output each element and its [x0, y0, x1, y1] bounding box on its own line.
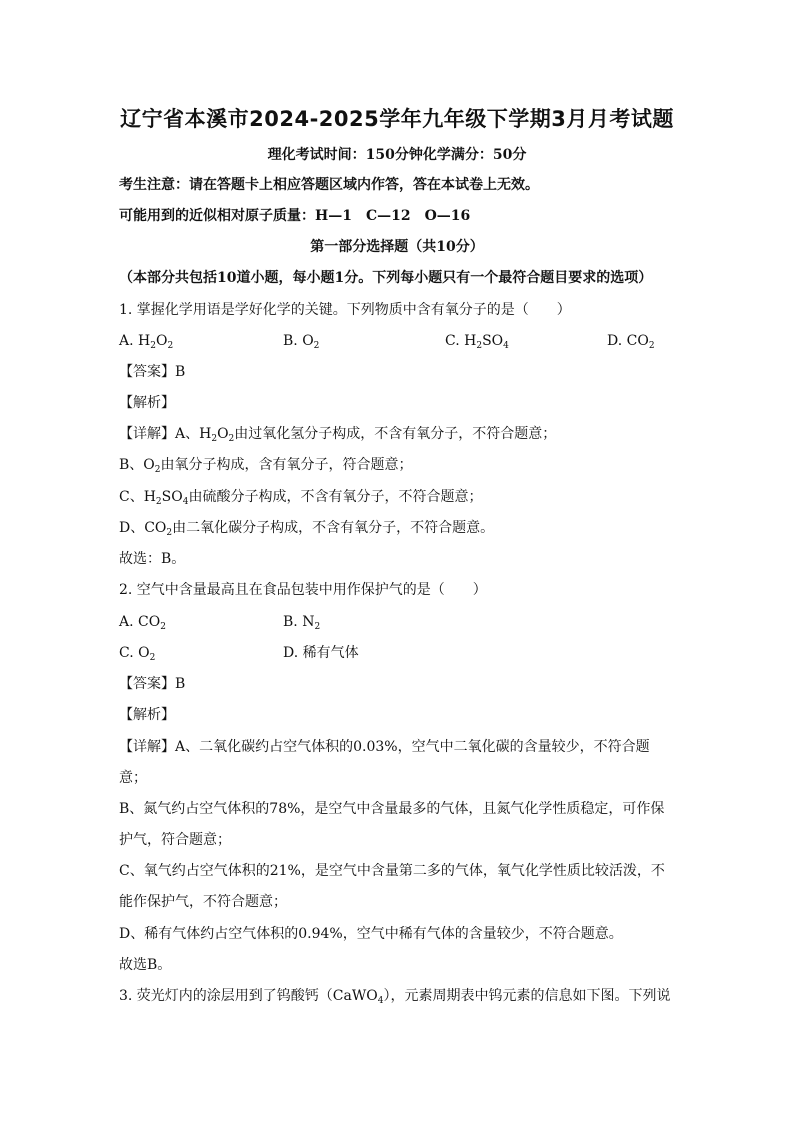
subscript: 2 [160, 622, 166, 632]
subscript: 2 [150, 341, 156, 351]
q1-detail-b [119, 455, 413, 475]
q2-option-a [119, 612, 166, 632]
formula-text: D. CO [607, 333, 649, 349]
detail-text: 由过氧化氢分子构成，不含有氧分子，不符合题意； [234, 426, 557, 442]
formula-text: A. CO [119, 614, 161, 630]
detail-text: O [217, 426, 229, 442]
subscript: 2 [228, 434, 235, 444]
q2-option-c [119, 643, 155, 663]
q2-answer: 【答案】B [119, 676, 186, 692]
detail-text: SO [161, 489, 183, 505]
q2-analysis-label: 【解析】 [119, 707, 175, 723]
stem-text: ），元素周期表中钨元素的信息如下图。下列说 [383, 988, 671, 1004]
formula-text: SO [482, 333, 504, 349]
formula-text: C. H [445, 333, 477, 349]
q1-option-d [607, 331, 655, 351]
stem-text: 3. 荧光灯内的涂层用到了钨酸钙（CaWO [119, 988, 378, 1004]
formula-text: B. O [283, 333, 314, 349]
formula-text: A. H [119, 333, 151, 349]
subscript: 2 [314, 622, 321, 632]
question-1-stem: 1. 掌握化学用语是学好化学的关键。下列物质中含有氧分子的是（ ） [119, 302, 571, 318]
detail-text: B、O [119, 457, 155, 473]
q1-option-c [445, 331, 509, 351]
section-title: 第一部分选择题（共10分） [310, 239, 484, 255]
q2-option-b [283, 612, 320, 632]
subscript: 2 [166, 528, 173, 538]
subscript: 4 [503, 341, 509, 351]
detail-text: 由二氧化碳分子构成，不含有氧分子，不符合题意。 [172, 520, 495, 536]
q1-conclusion: 故选：B。 [119, 551, 186, 567]
subscript: 2 [155, 497, 162, 507]
q2-detail-b-line1: B、氮气约占空气体积的78%，是空气中含量最多的气体，且氮气化学性质稳定，可作保 [119, 801, 665, 817]
subscript: 2 [476, 341, 483, 351]
q1-option-b [283, 331, 319, 351]
detail-text: D、CO [119, 520, 167, 536]
q1-option-a [119, 331, 173, 351]
section-description: （本部分共包括10道小题，每小题1分。下列每小题只有一个最符合题目要求的选项） [119, 270, 653, 286]
q1-detail-c [119, 487, 482, 507]
subscript: 2 [154, 465, 161, 475]
q2-detail-c-line2: 能作保护气，不符合题意； [119, 894, 287, 910]
formula-text: O [155, 333, 168, 349]
q2-detail-b-line2: 护气，符合题意； [119, 832, 231, 848]
subscript: 2 [167, 341, 174, 351]
q2-detail-a-line1: 【详解】A、二氧化碳约占空气体积的0.03%，空气中二氧化碳的含量较少，不符合题 [119, 739, 650, 755]
q1-answer: 【答案】B [119, 364, 186, 380]
q1-detail-a [119, 424, 556, 444]
atomic-mass-line: 可能用到的近似相对原子质量：H—1 C—12 O—16 [119, 208, 471, 224]
exam-subtitle: 理化考试时间：150分钟化学满分：50分 [267, 147, 527, 163]
subscript: 2 [648, 341, 655, 351]
q2-detail-a-line2: 意； [119, 770, 147, 786]
question-2-stem: 2. 空气中含量最高且在食品包装中用作保护气的是（ ） [119, 582, 487, 598]
subscript: 2 [313, 341, 320, 351]
question-3-stem [119, 986, 670, 1006]
q2-detail-c-line1: C、氧气约占空气体积的21%，是空气中含量第二多的气体，氧气化学性质比较活泼，不 [119, 863, 665, 879]
q1-detail-d [119, 518, 494, 538]
formula-text: C. O [119, 645, 150, 661]
exam-notice: 考生注意：请在答题卡上相应答题区域内作答，答在本试卷上无效。 [119, 177, 539, 193]
q2-option-d: D. 稀有气体 [283, 645, 359, 661]
subscript: 4 [377, 996, 384, 1006]
q1-analysis-label: 【解析】 [119, 395, 175, 411]
detail-text: C、H [119, 489, 156, 505]
subscript: 4 [182, 497, 189, 507]
subscript: 2 [149, 653, 156, 663]
formula-text: B. N [283, 614, 315, 630]
page-title: 辽宁省本溪市2024-2025学年九年级下学期3月月考试题 [120, 107, 674, 131]
detail-text: 【详解】A、H [119, 426, 212, 442]
q2-detail-d: D、稀有气体约占空气体积的0.94%，空气中稀有气体的含量较少，不符合题意。 [119, 926, 623, 942]
subscript: 2 [211, 434, 218, 444]
detail-text: 由硫酸分子构成，不含有氧分子，不符合题意； [188, 489, 483, 505]
detail-text: 由氧分子构成，含有氧分子，符合题意； [160, 457, 413, 473]
q2-conclusion: 故选B。 [119, 957, 172, 973]
